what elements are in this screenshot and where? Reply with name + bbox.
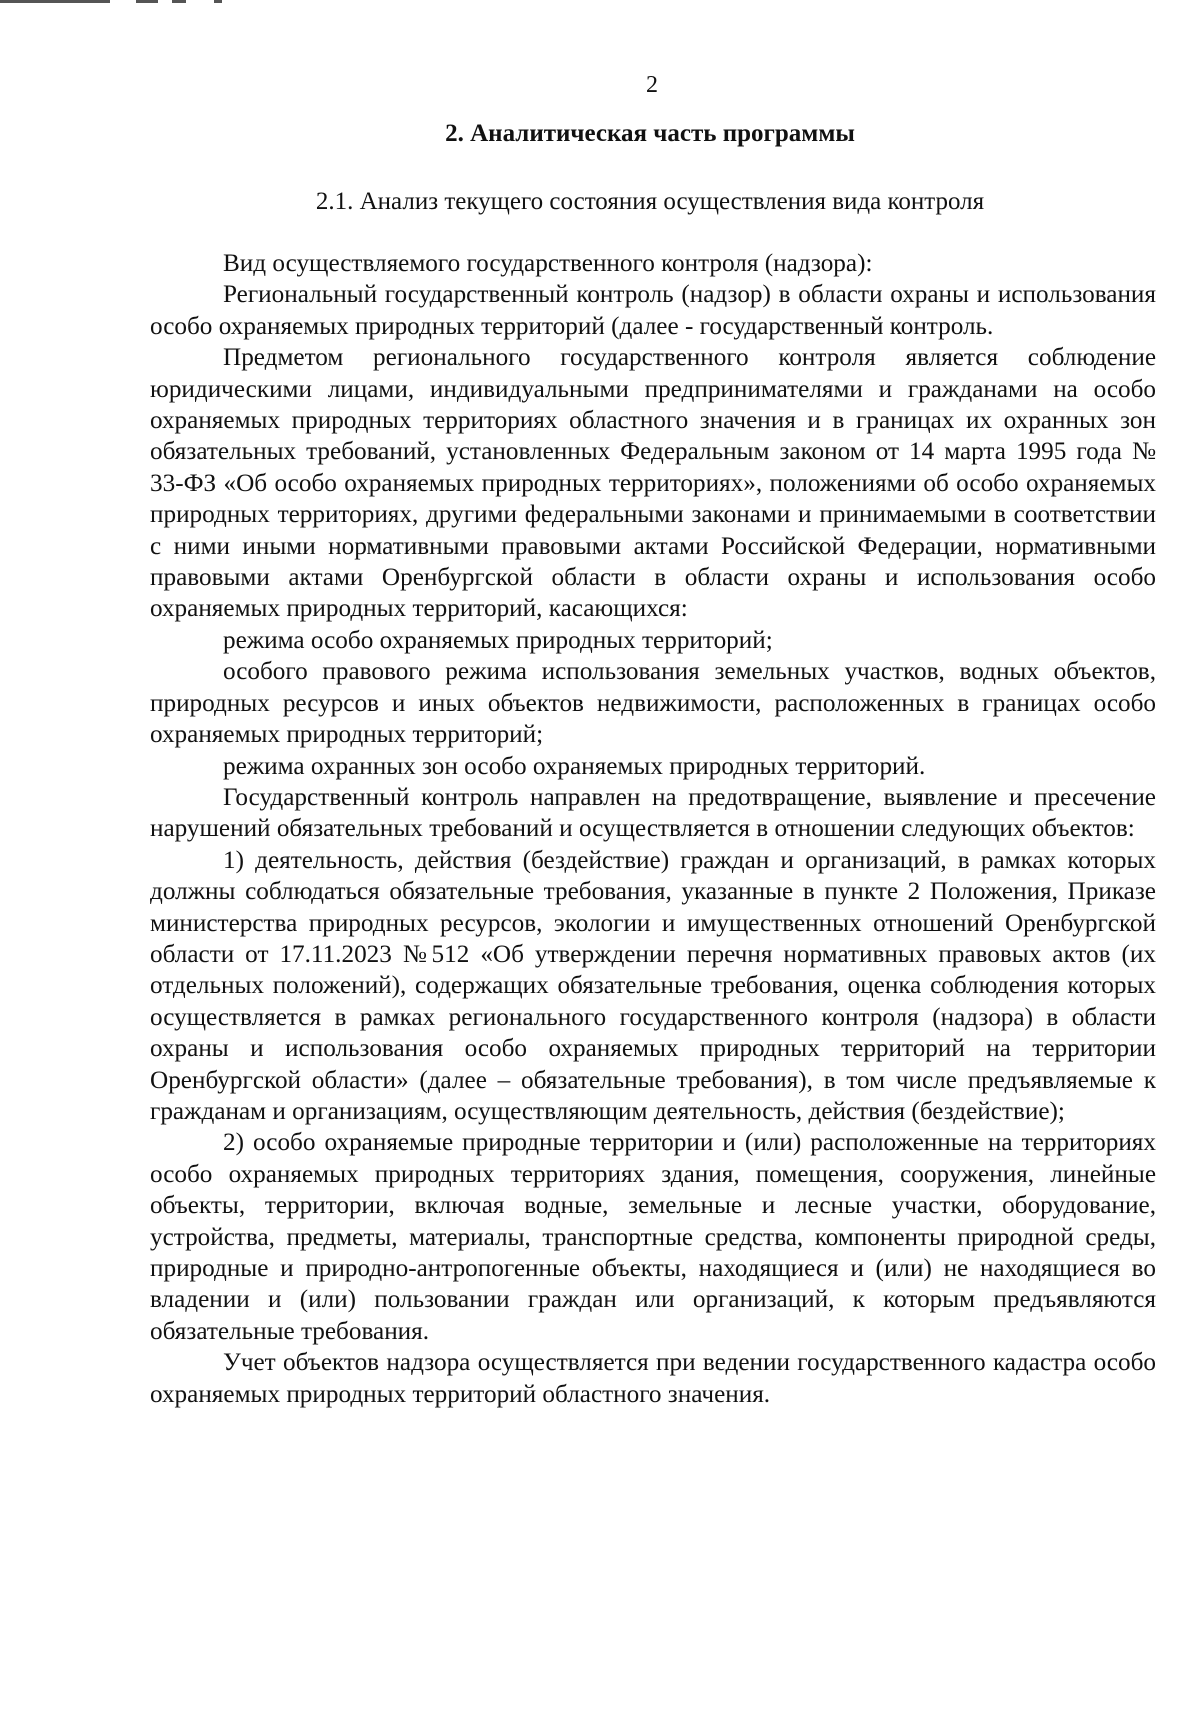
document-body <box>150 248 1156 1410</box>
section-title: 2. Аналитическая часть программы <box>445 120 855 147</box>
paragraph: режима особо охраняемых природных территорий; <box>223 626 773 654</box>
paragraph: Региональный государственный контроль (надзор) в области охраны и использования особо охраняемых природных территорий (далее - государственный контроль. <box>150 281 1156 340</box>
scan-edge-mark <box>214 0 222 3</box>
page-number: 2 <box>646 72 658 98</box>
scan-edge-mark <box>172 0 186 3</box>
scan-edge-mark <box>136 0 158 3</box>
subsection-title: 2.1. Анализ текущего состояния осуществления вида контроля <box>315 188 985 215</box>
paragraph: Предметом регионального государственного контроля является соблюдение юридическими лицами, индивидуальными предпринимателями и гражданами на особо охраняемых природных территориях областного значения и в границах их охранных зон обязательных требований, установленных Федеральным законом от 14 марта 1995 года № 33-ФЗ «Об особо охраняемых природных территориях», положениями об особо охраняемых природных территориях, другими федеральными законами и принимаемыми в соответствии с ними иными нормативными правовыми актами Российской Федерации, нормативными правовыми актами Оренбургской области в области охраны и использования особо охраняемых природных территорий, касающихся: <box>150 344 1156 623</box>
paragraph: режима охранных зон особо охраняемых природных территорий. <box>223 752 926 780</box>
paragraph: 2) особо охраняемые природные территории и (или) расположенные на территориях особо охраняемых природных территориях здания, помещения, сооружения, линейные объекты, территории, включая водные, земельные и лесные участки, оборудование, устройства, предметы, материалы, транспортные средства, компоненты природной среды, природные и природно-антропогенные объекты, находящиеся и (или) не находящиеся во владении и (или) пользовании граждан или организаций, к которым предъявляются обязательные требования. <box>150 1129 1156 1345</box>
paragraph: 1) деятельность, действия (бездействие) граждан и организаций, в рамках которых должны соблюдаться обязательные требования, указанные в пункте 2 Положения, Приказе министерства природных ресурсов, экологии и имущественных отношений Оренбургской области от 17.11.2023 №512 «Об утверждении перечня нормативных правовых актов (их отдельных положений), содержащих обязательные требования, оценка соблюдения которых осуществляется в рамках регионального государственного контроля (надзора) в области охраны и использования особо охраняемых природных территорий на территории Оренбургской области» (далее – обязательные требования), в том числе предъявляемые к гражданам и организациям, осуществляющим деятельность, действия (бездействие); <box>150 846 1156 1125</box>
paragraph: Вид осуществляемого государственного контроля (надзора): <box>223 250 873 277</box>
scan-edge-mark <box>0 0 110 3</box>
paragraph: Государственный контроль направлен на предотвращение, выявление и пресечение нарушений обязательных требований и осуществляется в отношении следующих объектов: <box>150 783 1156 843</box>
paragraph: особого правового режима использования земельных участков, водных объектов, природных ресурсов и иных объектов недвижимости, расположенных в границах особо охраняемых природных территорий; <box>150 658 1156 749</box>
paragraph: Учет объектов надзора осуществляется при ведении государственного кадастра особо охраняемых природных территорий областного значения. <box>150 1349 1156 1408</box>
